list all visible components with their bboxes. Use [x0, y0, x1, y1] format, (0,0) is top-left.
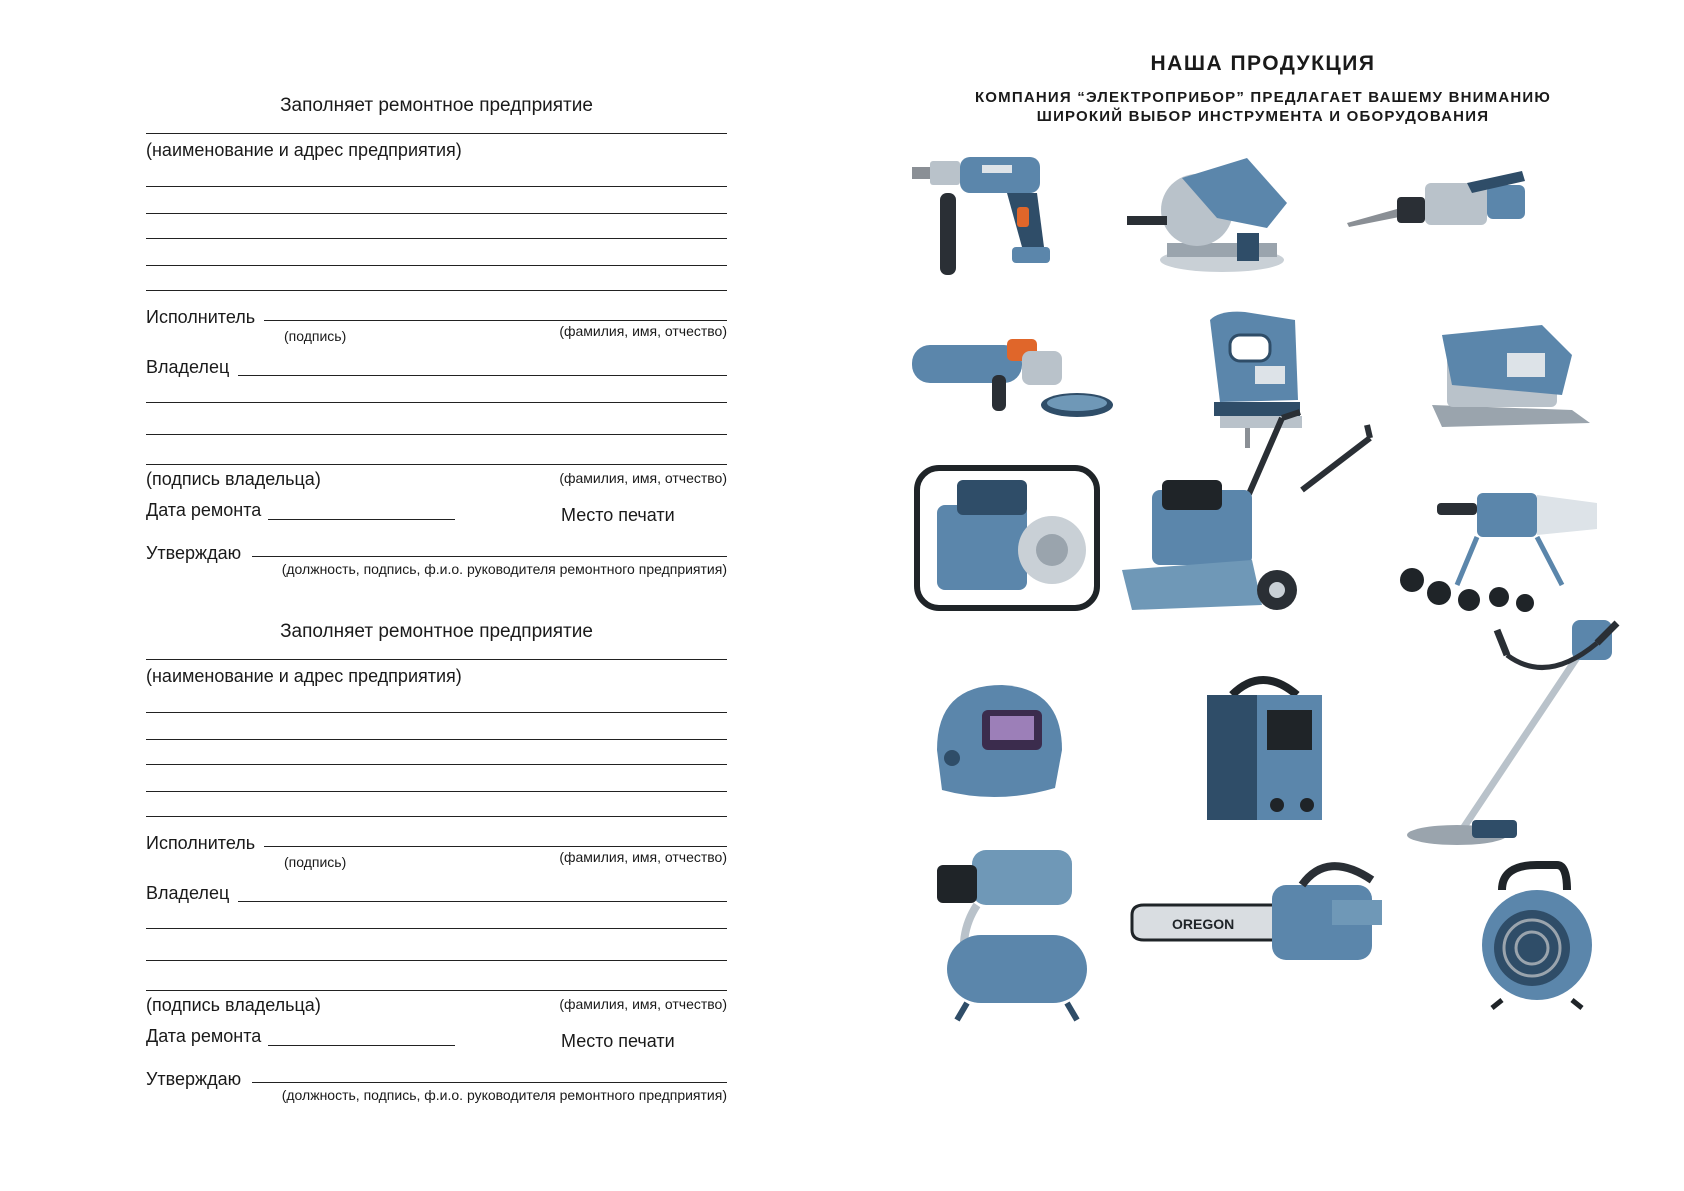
repair-date-line[interactable] [268, 519, 455, 520]
company-label: (наименование и адрес предприятия) [146, 666, 462, 686]
owner-label: Владелец [146, 357, 230, 377]
products-subtitle: КОМПАНИЯ “ЭЛЕКТРОПРИБОР” ПРЕДЛАГАЕТ ВАШЕМУ ВНИМАНИЮ [974, 89, 1552, 106]
executor-label: Исполнитель [146, 833, 256, 853]
form-heading: Заполняет ремонтное предприятие [280, 95, 593, 116]
demolition-hammer-icon [1347, 165, 1527, 255]
owner-line[interactable] [238, 375, 727, 376]
stamp-label: Место печати [561, 505, 675, 525]
executor-label: Исполнитель [146, 307, 256, 327]
executor-line[interactable] [264, 846, 727, 847]
drill-icon [912, 155, 1062, 290]
products-subtitle: ШИРОКИЙ ВЫБОР ИНСТРУМЕНТА И ОБОРУДОВАНИЯ [1036, 108, 1490, 125]
products-page [842, 0, 1684, 1191]
approve-label: Утверждаю [146, 543, 242, 563]
company-label: (наименование и адрес предприятия) [146, 140, 462, 160]
owner-signature-label: (подпись владельца) [146, 469, 321, 489]
chainsaw-brand: OREGON [1172, 916, 1235, 932]
owner-line[interactable] [238, 901, 727, 902]
company-line[interactable] [146, 712, 727, 713]
angle-grinder-icon [912, 325, 1112, 435]
miter-saw-icon [1127, 148, 1297, 278]
repair-date-label: Дата ремонта [146, 1026, 262, 1046]
company-line[interactable] [146, 739, 727, 740]
company-line[interactable] [146, 816, 727, 817]
approve-line[interactable] [252, 556, 727, 557]
approve-hint: (должность, подпись, ф.и.о. руководителя ремонтного предприятия) [281, 561, 727, 577]
planer-icon [1422, 315, 1592, 435]
executor-line[interactable] [264, 320, 727, 321]
owner-signature-label: (подпись владельца) [146, 995, 321, 1015]
approve-hint: (должность, подпись, ф.и.о. руководителя ремонтного предприятия) [281, 1087, 727, 1103]
owner-label: Владелец [146, 883, 230, 903]
brush-cutter-icon [1397, 615, 1627, 855]
cultivator-icon [1122, 410, 1372, 635]
welding-helmet-icon [927, 680, 1067, 810]
company-line[interactable] [146, 238, 727, 239]
owner-fio-hint: (фамилия, имя, отчество) [559, 996, 727, 1012]
company-line[interactable] [146, 764, 727, 765]
approve-line[interactable] [252, 1082, 727, 1083]
fio-hint: (фамилия, имя, отчество) [559, 323, 727, 339]
owner-line[interactable] [146, 464, 727, 465]
owner-line[interactable] [146, 434, 727, 435]
company-line[interactable] [146, 133, 727, 134]
pipe-welder-icon [1397, 485, 1597, 625]
company-line[interactable] [146, 213, 727, 214]
repair-date-label: Дата ремонта [146, 500, 262, 520]
owner-line[interactable] [146, 928, 727, 929]
company-line[interactable] [146, 265, 727, 266]
chainsaw-icon [1132, 860, 1402, 990]
approve-label: Утверждаю [146, 1069, 242, 1089]
owner-line[interactable] [146, 990, 727, 991]
company-line[interactable] [146, 186, 727, 187]
stamp-label: Место печати [561, 1031, 675, 1051]
company-line[interactable] [146, 791, 727, 792]
signature-hint: (подпись) [284, 328, 347, 344]
company-line[interactable] [146, 290, 727, 291]
pumping-station-icon [927, 845, 1092, 1020]
owner-line[interactable] [146, 960, 727, 961]
company-line[interactable] [146, 659, 727, 660]
fio-hint: (фамилия, имя, отчество) [559, 849, 727, 865]
motor-pump-icon [912, 460, 1102, 615]
heat-gun-icon [1482, 860, 1602, 1010]
owner-line[interactable] [146, 402, 727, 403]
repair-date-line[interactable] [268, 1045, 455, 1046]
products-title: НАША ПРОДУКЦИЯ [1150, 52, 1376, 75]
form-heading: Заполняет ремонтное предприятие [280, 621, 593, 642]
welding-inverter-icon [1202, 665, 1327, 825]
owner-fio-hint: (фамилия, имя, отчество) [559, 470, 727, 486]
signature-hint: (подпись) [284, 854, 347, 870]
